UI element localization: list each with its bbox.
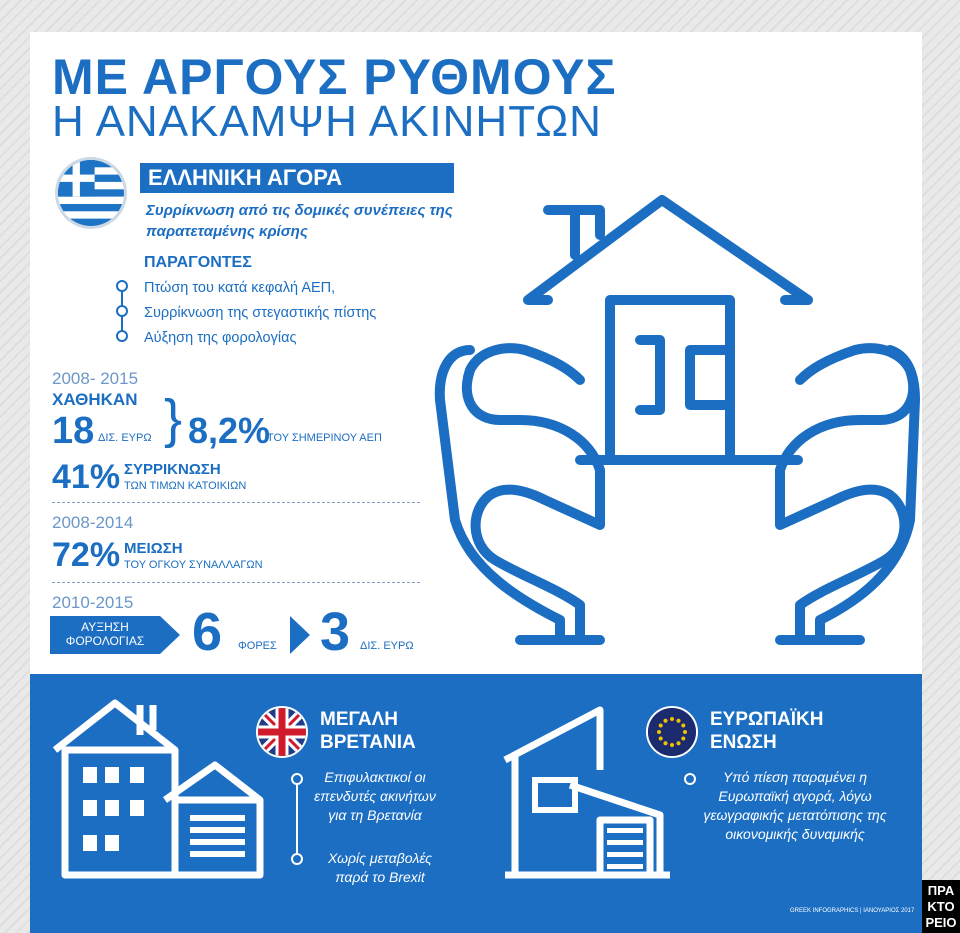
brace-icon: } bbox=[164, 389, 183, 449]
factor-dot bbox=[116, 280, 128, 292]
transactions-label-sub: ΤΟΥ ΟΓΚΟΥ ΣΥΝΑΛΛΑΓΩΝ bbox=[124, 559, 263, 571]
times-unit: ΦΟΡΕΣ bbox=[238, 640, 277, 652]
divider bbox=[52, 582, 420, 583]
gdp-label: ΤΟΥ ΣΗΜΕΡΙΝΟΥ ΑΕΠ bbox=[267, 432, 382, 444]
uk-item: Χωρίς μεταβολές παρά το Brexit bbox=[328, 850, 432, 885]
gdp-value: 8,2% bbox=[188, 410, 271, 451]
lost-label: ΧΑΘΗΚΑΝ bbox=[52, 390, 138, 409]
price-label: ΣΥΡΡΙΚΝΩΣΗ bbox=[124, 461, 221, 478]
price-value: 41% bbox=[52, 458, 121, 496]
uk-item-dot bbox=[291, 773, 303, 785]
eu-title: ΕΥΡΩΠΑΪΚΗ ΕΝΩΣΗ bbox=[710, 709, 824, 753]
eu-item: Υπό πίεση παραμένει η Ευρωπαϊκή αγορά, λόγω γεωγραφικής μετατόπισης της οικονομικής δυναμικής bbox=[703, 769, 887, 842]
arrow-right-icon bbox=[290, 610, 314, 660]
greek-market-heading: ΕΛΛΗΝΙΚΗ ΑΓΟΡΑ bbox=[140, 163, 454, 193]
greek-market-subtitle: Συρρίκνωση από τις δομικές συνέπειες της παρατεταμένης κρίσης bbox=[146, 202, 453, 240]
price-label-sub: ΤΩΝ ΤΙΜΩΝ ΚΑΤΟΙΚΙΩΝ bbox=[124, 480, 247, 492]
eu-flag-icon bbox=[646, 706, 698, 758]
factor-dot bbox=[116, 305, 128, 317]
transactions-value: 72% bbox=[52, 536, 121, 574]
factors-heading: ΠΑΡΑΓΟΝΤΕΣ bbox=[144, 254, 252, 271]
credit-text: GREEK INFOGRAPHICS | ΙΑΝΟΥΑΡΙΟΣ 2017 bbox=[790, 908, 915, 914]
greek-flag-icon bbox=[58, 160, 124, 226]
uk-title: ΜΕΓΑΛΗ ΒΡΕΤΑΝΙΑ bbox=[320, 709, 416, 753]
lost-unit: ΔΙΣ. ΕΥΡΩ bbox=[98, 432, 152, 444]
divider bbox=[52, 502, 420, 503]
period-years: 2010-2015 bbox=[52, 593, 134, 612]
period-years: 2008- 2015 bbox=[52, 369, 139, 388]
factor-item: Αύξηση της φορολογίας bbox=[144, 330, 297, 346]
period-years: 2008-2014 bbox=[52, 513, 134, 532]
transactions-label: ΜΕΙΩΣΗ bbox=[124, 540, 183, 557]
house-garage-icon bbox=[45, 695, 270, 885]
uk-item-dot bbox=[291, 853, 303, 865]
publisher-logo: ΠΡΑ ΚΤΟ ΡΕΙΟ bbox=[922, 880, 960, 933]
tax-increase-label: ΑΥΞΗΣΗ ΦΟΡΟΛΟΓΙΑΣ bbox=[50, 616, 160, 654]
uk-timeline-line bbox=[296, 782, 298, 860]
uk-item: Επιφυλακτικοί οι επενδυτές ακινήτων για τη Βρετανία bbox=[314, 769, 436, 823]
title-line2: Η ΑΝΑΚΑΜΨΗ ΑΚΙΝΗΤΩΝ bbox=[52, 97, 602, 146]
factor-item: Πτώση του κατά κεφαλή ΑΕΠ, bbox=[144, 280, 336, 296]
title-line1: ΜΕ ΑΡΓΟΥΣ ΡΥΘΜΟΥΣ bbox=[52, 49, 617, 105]
factor-item: Συρρίκνωση της στεγαστικής πίστης bbox=[144, 305, 377, 321]
factor-dot bbox=[116, 330, 128, 342]
hands-house-illustration bbox=[420, 190, 920, 674]
times-value: 6 bbox=[192, 602, 223, 662]
bn-unit: ΔΙΣ. ΕΥΡΩ bbox=[360, 640, 414, 652]
arrow-right-icon bbox=[160, 610, 184, 660]
uk-flag-icon bbox=[256, 706, 308, 758]
lost-value: 18 bbox=[52, 410, 95, 452]
eu-item-dot bbox=[684, 773, 696, 785]
bn-value: 3 bbox=[320, 602, 351, 662]
